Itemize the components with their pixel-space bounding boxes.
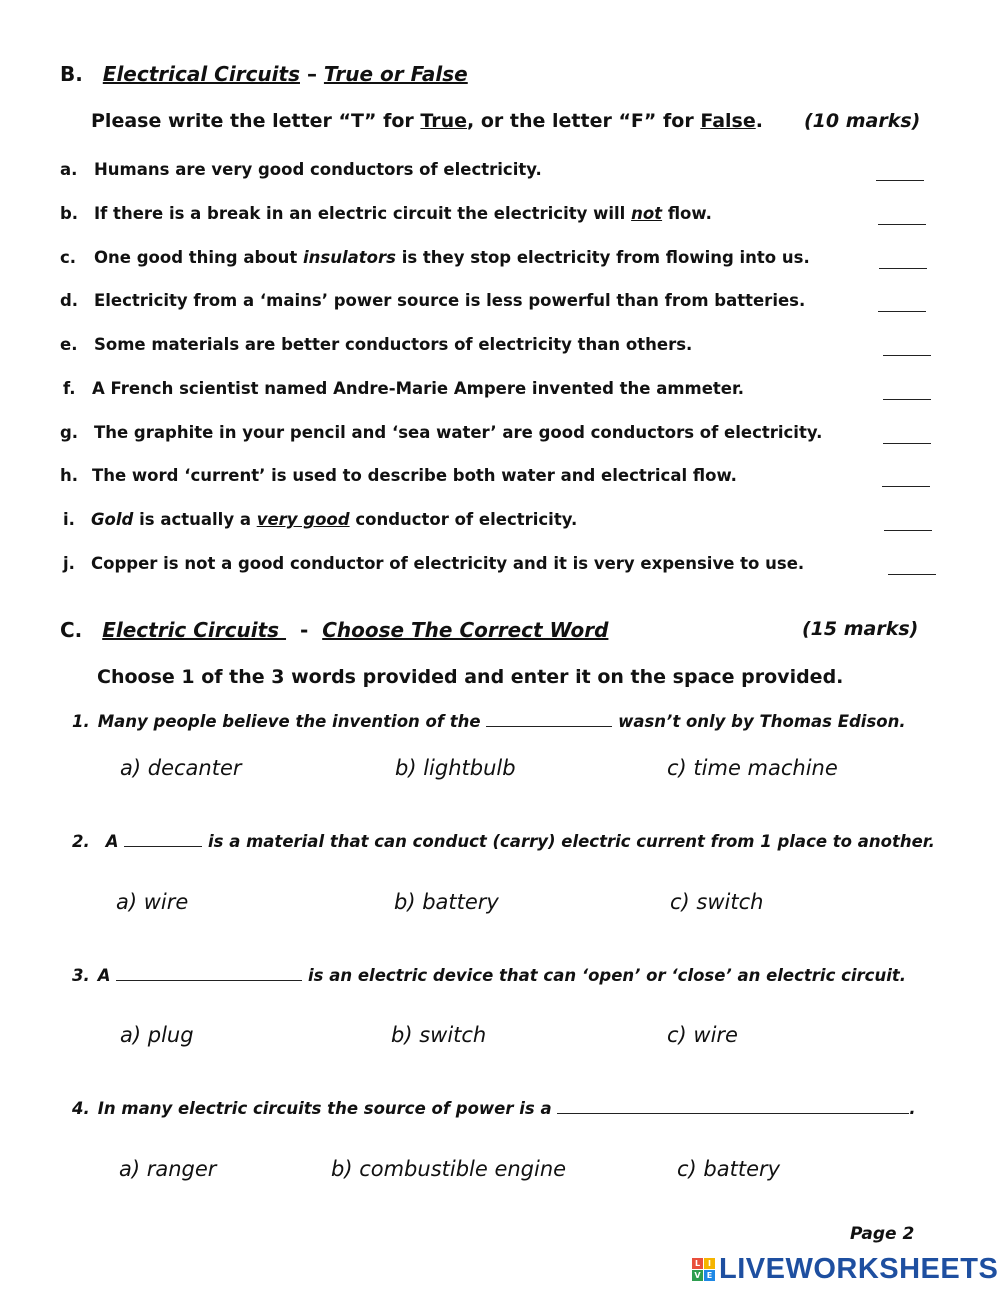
tf-item [0, 423, 1000, 447]
tf-item [0, 379, 1000, 403]
question [72, 832, 935, 851]
section-c-letter: C. [60, 618, 83, 642]
tf-item-text-part: not [631, 204, 663, 223]
tf-item [0, 554, 1000, 578]
question-text: is an electric device that can ‘open’ or ‘close’ an electric circuit. [302, 966, 907, 985]
tf-item-text [92, 379, 744, 398]
tf-item-text-part: A French scientist named Andre-Marie Ampere invented the ammeter. [92, 379, 745, 398]
tf-item-text-part: very good [256, 510, 350, 529]
fill-in-blank[interactable] [124, 832, 202, 847]
tf-item-letter: i. [63, 510, 75, 529]
question [72, 1099, 916, 1118]
section-b-title: Electrical Circuits [102, 62, 300, 86]
section-b-subtitle: True or False [323, 62, 468, 86]
tf-item-letter: h. [60, 466, 79, 485]
answer-blank[interactable] [883, 355, 931, 356]
tf-item [0, 204, 1000, 228]
tf-item-text-part: flow. [662, 204, 712, 223]
logo-tile: V [692, 1270, 703, 1281]
section-c-heading [60, 618, 608, 642]
question-number: 2. [72, 832, 90, 851]
tf-item [0, 160, 1000, 184]
tf-item [0, 335, 1000, 359]
tf-item-text-part: The graphite in your pencil and ‘sea water’ are good conductors of electricity. [94, 423, 823, 442]
tf-item-text [94, 204, 712, 223]
answer-blank[interactable] [879, 268, 927, 269]
tf-item-text [94, 423, 822, 442]
section-b-marks: (10 marks) [804, 110, 921, 132]
section-c-dash: - [293, 618, 316, 642]
section-b-dash: – [306, 62, 317, 86]
tf-item-text-part: Humans are very good conductors of electricity. [94, 160, 542, 179]
answer-option[interactable]: a) plug [120, 1023, 194, 1047]
page-number: Page 2 [850, 1224, 915, 1244]
section-c-subtitle: Choose The Correct Word [322, 618, 609, 642]
tf-item-text-part: Some materials are better conductors of electricity than others. [94, 335, 693, 354]
tf-item-text-part: The word ‘current’ is used to describe both water and electrical flow. [92, 466, 737, 485]
question-text: A [105, 832, 125, 851]
tf-item [0, 291, 1000, 315]
question-text: A [97, 966, 117, 985]
liveworksheets-logo[interactable] [692, 1253, 998, 1286]
section-c-instruction: Choose 1 of the 3 words provided and enter it on the space provided. [97, 666, 844, 688]
answer-blank[interactable] [882, 486, 930, 487]
question-text: wasn’t only by Thomas Edison. [612, 712, 906, 731]
tf-item-letter: f. [63, 379, 76, 398]
answer-option[interactable]: a) wire [116, 890, 189, 914]
tf-item-letter: a. [60, 160, 78, 179]
question-text: is a material that can conduct (carry) electric current from 1 place to another. [202, 832, 935, 851]
logo-text: LIVEWORKSHEETS [719, 1253, 999, 1285]
answer-blank[interactable] [883, 443, 931, 444]
tf-item-text-part: is actually a [133, 510, 257, 529]
question [72, 966, 906, 985]
tf-item-text [94, 291, 805, 310]
answer-option[interactable]: a) decanter [120, 756, 242, 780]
tf-item-text-part: If there is a break in an electric circuit the electricity will [94, 204, 632, 223]
section-c-title: Electric Circuits [102, 618, 287, 642]
tf-item-text [94, 335, 692, 354]
answer-blank[interactable] [883, 399, 931, 400]
tf-item-text-part: Copper is not a good conductor of electricity and it is very expensive to use. [91, 554, 805, 573]
question-number: 1. [72, 712, 90, 731]
question-text: In many electric circuits the source of power is a [97, 1099, 558, 1118]
question-text: . [909, 1099, 916, 1118]
tf-item [0, 466, 1000, 490]
tf-item-text-part: conductor of electricity. [349, 510, 578, 529]
answer-option[interactable]: a) ranger [119, 1157, 217, 1181]
answer-option[interactable]: c) battery [677, 1157, 781, 1181]
question-number: 4. [72, 1099, 90, 1118]
answer-option[interactable]: c) wire [667, 1023, 738, 1047]
section-c-marks: (15 marks) [802, 618, 919, 640]
tf-item-text-part: is they stop electricity from flowing into us. [395, 248, 810, 267]
answer-option[interactable]: b) lightbulb [395, 756, 516, 780]
instruction-text: . [755, 110, 763, 132]
question-number: 3. [72, 966, 90, 985]
section-b-instruction [91, 110, 763, 132]
tf-item-letter: j. [63, 554, 75, 573]
tf-item [0, 248, 1000, 272]
instruction-text: Please write the letter “T” for [91, 110, 421, 132]
fill-in-blank[interactable] [557, 1099, 909, 1114]
tf-item-text-part: One good thing about [94, 248, 303, 267]
logo-tile: L [692, 1258, 703, 1269]
instruction-true: True [420, 110, 468, 132]
tf-item-letter: e. [60, 335, 78, 354]
section-b-letter: B. [60, 62, 83, 86]
tf-item-text [91, 554, 804, 573]
instruction-false: False [700, 110, 756, 132]
tf-item-text [91, 510, 577, 529]
tf-item-text [94, 160, 542, 179]
tf-item [0, 510, 1000, 534]
tf-item-text-part: Electricity from a ‘mains’ power source is less powerful than from batteries. [94, 291, 806, 310]
answer-blank[interactable] [878, 224, 926, 225]
tf-item-text [92, 466, 737, 485]
logo-tile: E [704, 1270, 715, 1281]
tf-item-text-part: Gold [91, 510, 134, 529]
logo-icon [692, 1258, 715, 1281]
tf-item-letter: c. [60, 248, 77, 267]
answer-blank[interactable] [878, 311, 926, 312]
answer-blank[interactable] [876, 180, 924, 181]
logo-tile: I [704, 1258, 715, 1269]
answer-option[interactable]: b) combustible engine [331, 1157, 567, 1181]
answer-blank[interactable] [884, 530, 932, 531]
answer-option[interactable]: b) battery [394, 890, 499, 914]
answer-option[interactable]: c) time machine [667, 756, 838, 780]
tf-item-text-part: insulators [303, 248, 396, 267]
fill-in-blank[interactable] [486, 712, 612, 727]
section-b-heading [60, 62, 468, 86]
question-text: Many people believe the invention of the [97, 712, 487, 731]
fill-in-blank[interactable] [116, 966, 302, 981]
tf-item-letter: g. [60, 423, 79, 442]
instruction-text: , or the letter “F” for [467, 110, 701, 132]
tf-item-text [94, 248, 810, 267]
answer-option[interactable]: b) switch [391, 1023, 487, 1047]
answer-blank[interactable] [888, 574, 936, 575]
question [72, 712, 906, 731]
tf-item-letter: b. [60, 204, 79, 223]
tf-item-letter: d. [60, 291, 79, 310]
answer-option[interactable]: c) switch [670, 890, 764, 914]
